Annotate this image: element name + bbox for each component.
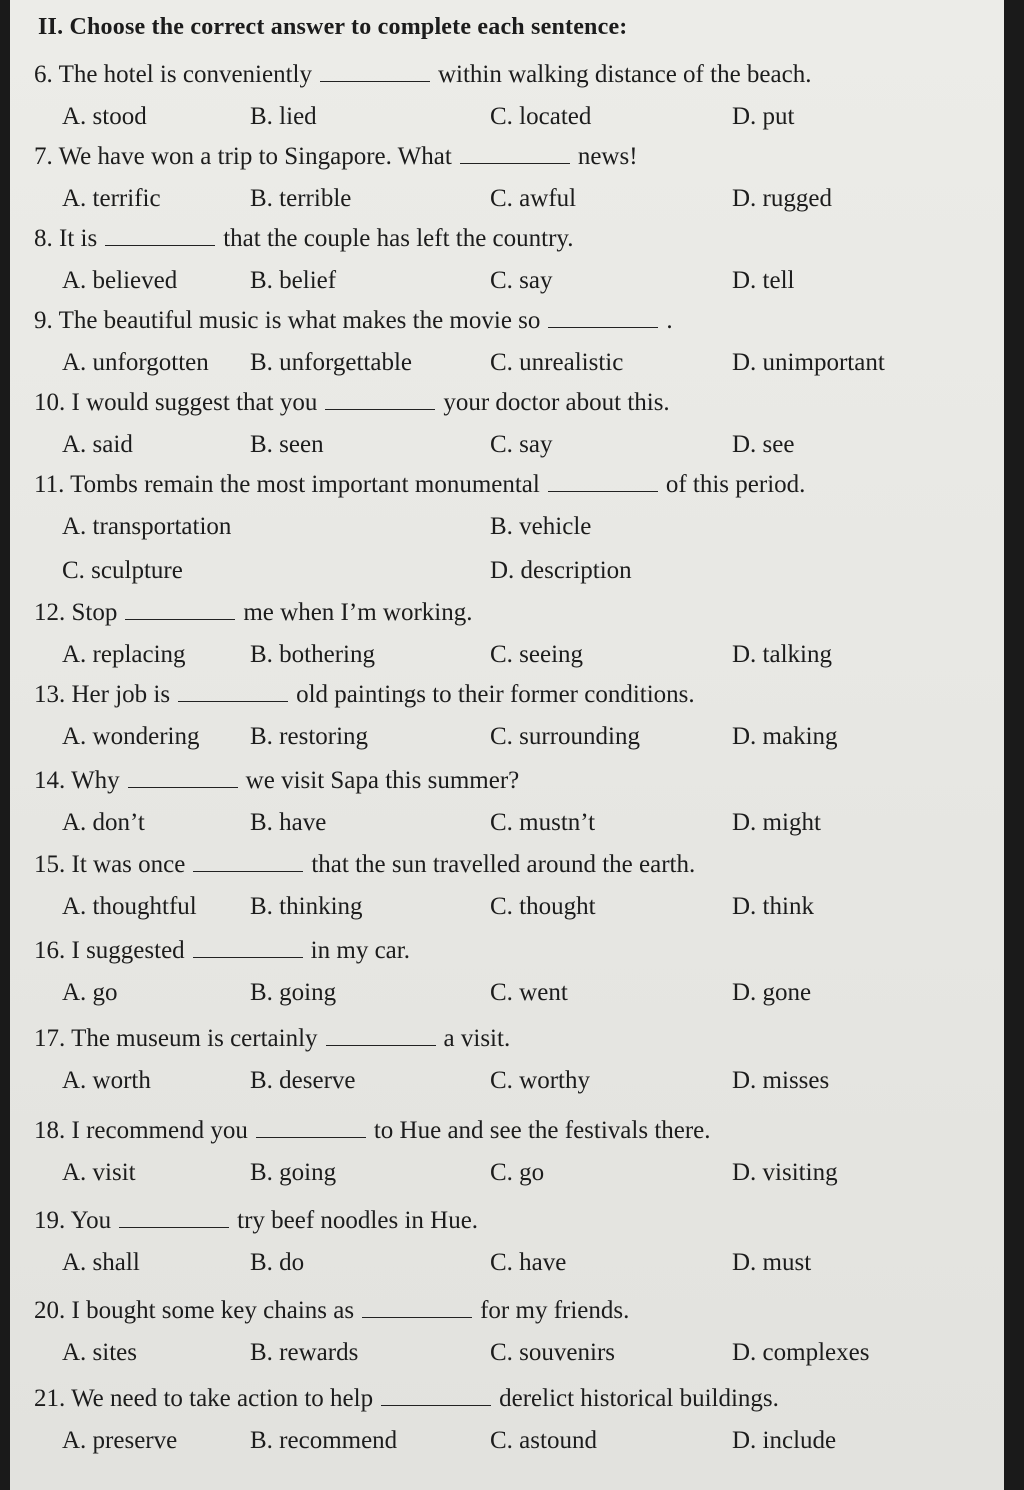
option-a[interactable]: A. visit — [62, 1159, 136, 1186]
question-number: 13. — [34, 681, 66, 708]
stem-text-before: The museum is certainly — [71, 1025, 318, 1052]
stem-text-before: I recommend you — [71, 1117, 248, 1144]
stem-text-before: I suggested — [71, 937, 185, 964]
question-21 — [10, 1384, 1004, 1470]
option-b[interactable]: B. deserve — [250, 1067, 356, 1094]
answer-blank[interactable] — [256, 1119, 366, 1138]
option-b[interactable]: B. thinking — [250, 893, 363, 920]
stem-text-before: The hotel is conveniently — [58, 61, 312, 88]
option-d[interactable]: D. think — [732, 893, 814, 920]
option-a[interactable]: A. don’t — [62, 809, 145, 836]
option-b[interactable]: B. unforgettable — [250, 349, 412, 376]
question-15 — [10, 850, 1004, 936]
option-c[interactable]: C. surrounding — [490, 723, 640, 750]
option-d[interactable]: D. see — [732, 431, 795, 458]
answer-blank[interactable] — [193, 939, 303, 958]
question-stem — [34, 388, 670, 418]
stem-text-after: to Hue and see the festivals there. — [373, 1117, 711, 1144]
option-d[interactable]: D. unimportant — [732, 349, 885, 376]
stem-text-after: a visit. — [443, 1025, 511, 1052]
option-b[interactable]: B. vehicle — [490, 513, 592, 540]
stem-text-after: in my car. — [310, 937, 410, 964]
question-number: 18. — [34, 1117, 66, 1144]
question-10 — [10, 388, 1004, 474]
question-stem — [34, 766, 519, 796]
option-d[interactable]: D. visiting — [732, 1159, 838, 1186]
answer-blank[interactable] — [548, 309, 658, 328]
question-number: 19. — [34, 1207, 66, 1234]
question-11 — [10, 470, 1004, 584]
stem-text-after: for my friends. — [480, 1297, 630, 1324]
stem-text-before: It was once — [71, 851, 186, 878]
option-d[interactable]: D. complexes — [732, 1339, 870, 1366]
question-6 — [10, 60, 1004, 146]
stem-text-after: we visit Sapa this summer? — [245, 767, 520, 794]
question-18 — [10, 1116, 1004, 1202]
option-d[interactable]: D. might — [732, 809, 821, 836]
answer-blank[interactable] — [125, 601, 235, 620]
answer-blank[interactable] — [128, 769, 238, 788]
option-d[interactable]: D. rugged — [732, 185, 832, 212]
question-stem — [34, 850, 695, 880]
option-b[interactable]: B. restoring — [250, 723, 369, 750]
option-a[interactable]: A. go — [62, 979, 118, 1006]
question-stem — [34, 142, 638, 172]
question-16 — [10, 936, 1004, 1022]
answer-blank[interactable] — [326, 1027, 436, 1046]
option-c[interactable]: C. say — [490, 267, 553, 294]
stem-text-after: me when I’m working. — [243, 599, 473, 626]
option-c[interactable]: C. souvenirs — [490, 1339, 615, 1366]
option-c[interactable]: C. seeing — [490, 641, 584, 668]
question-stem — [34, 1116, 711, 1146]
option-a[interactable]: A. unforgotten — [62, 349, 209, 376]
option-b[interactable]: B. terrible — [250, 185, 352, 212]
question-stem — [34, 1024, 510, 1054]
answer-blank[interactable] — [460, 145, 570, 164]
stem-text-before: I bought some key chains as — [71, 1297, 355, 1324]
question-number: 20. — [34, 1297, 66, 1324]
option-c[interactable]: C. have — [490, 1249, 567, 1276]
option-a[interactable]: A. shall — [62, 1249, 140, 1276]
option-b[interactable]: B. going — [250, 979, 337, 1006]
question-number: 9. — [34, 307, 53, 334]
option-a[interactable]: A. terrific — [62, 185, 161, 212]
stem-text-after: of this period. — [665, 471, 806, 498]
option-b[interactable]: B. have — [250, 809, 327, 836]
question-number: 10. — [34, 389, 66, 416]
stem-text-before: It is — [59, 225, 98, 252]
stem-text-after: that the couple has left the country. — [223, 225, 574, 252]
worksheet-page — [10, 0, 1004, 1490]
option-c[interactable]: C. located — [490, 103, 592, 130]
option-a[interactable]: A. preserve — [62, 1427, 178, 1454]
option-a[interactable]: A. said — [62, 431, 133, 458]
answer-blank[interactable] — [119, 1209, 229, 1228]
question-number: 7. — [34, 143, 53, 170]
question-13 — [10, 680, 1004, 766]
question-17 — [10, 1024, 1004, 1110]
option-d[interactable]: D. include — [732, 1427, 837, 1454]
option-b[interactable]: B. going — [250, 1159, 337, 1186]
question-8 — [10, 224, 1004, 310]
question-stem — [34, 60, 811, 90]
option-d[interactable]: D. talking — [732, 641, 832, 668]
question-12 — [10, 598, 1004, 684]
question-9 — [10, 306, 1004, 392]
option-c[interactable]: C. mustn’t — [490, 809, 596, 836]
option-d[interactable]: D. description — [490, 557, 632, 584]
question-stem — [34, 1384, 779, 1414]
answer-blank[interactable] — [193, 853, 303, 872]
option-c[interactable]: C. awful — [490, 185, 577, 212]
stem-text-after: that the sun travelled around the earth. — [311, 851, 696, 878]
question-number: 17. — [34, 1025, 66, 1052]
option-c[interactable]: C. worthy — [490, 1067, 590, 1094]
option-d[interactable]: D. put — [732, 103, 795, 130]
option-a[interactable]: A. sites — [62, 1339, 137, 1366]
question-number: 16. — [34, 937, 66, 964]
option-c[interactable]: C. unrealistic — [490, 349, 624, 376]
answer-blank[interactable] — [381, 1387, 491, 1406]
stem-text-after: derelict historical buildings. — [499, 1385, 779, 1412]
stem-text-before: Tombs remain the most important monumental — [70, 471, 540, 498]
stem-text-after: . — [666, 307, 673, 334]
question-20 — [10, 1296, 1004, 1382]
question-number: 6. — [34, 61, 53, 88]
question-number: 14. — [34, 767, 66, 794]
option-d[interactable]: D. tell — [732, 267, 795, 294]
stem-text-after: within walking distance of the beach. — [437, 61, 812, 88]
option-c[interactable]: C. thought — [490, 893, 596, 920]
question-stem — [34, 470, 805, 500]
question-number: 8. — [34, 225, 53, 252]
stem-text-before: You — [70, 1207, 112, 1234]
option-a[interactable]: A. stood — [62, 103, 147, 130]
option-b[interactable]: B. recommend — [250, 1427, 398, 1454]
stem-text-after: news! — [577, 143, 638, 170]
stem-text-before: The beautiful music is what makes the movie so — [58, 307, 541, 334]
option-a[interactable]: A. believed — [62, 267, 178, 294]
option-a[interactable]: A. wondering — [62, 723, 200, 750]
question-number: 15. — [34, 851, 66, 878]
question-stem — [34, 306, 673, 336]
stem-text-after: old paintings to their former conditions. — [296, 681, 695, 708]
option-b[interactable]: B. seen — [250, 431, 324, 458]
option-b[interactable]: B. rewards — [250, 1339, 359, 1366]
option-c[interactable]: C. say — [490, 431, 553, 458]
answer-blank[interactable] — [325, 391, 435, 410]
option-d[interactable]: D. must — [732, 1249, 812, 1276]
option-c[interactable]: C. went — [490, 979, 568, 1006]
option-a[interactable]: A. worth — [62, 1067, 151, 1094]
stem-text-after: your doctor about this. — [443, 389, 670, 416]
stem-text-before: I would suggest that you — [71, 389, 318, 416]
question-number: 12. — [34, 599, 66, 626]
question-7 — [10, 142, 1004, 228]
option-c[interactable]: C. sculpture — [62, 557, 183, 584]
question-stem — [34, 1206, 478, 1236]
answer-blank[interactable] — [105, 227, 215, 246]
option-c[interactable]: C. astound — [490, 1427, 597, 1454]
answer-blank[interactable] — [178, 683, 288, 702]
question-number: 21. — [34, 1385, 66, 1412]
answer-blank[interactable] — [362, 1299, 472, 1318]
question-19 — [10, 1206, 1004, 1292]
question-stem — [34, 1296, 629, 1326]
question-number: 11. — [34, 471, 65, 498]
option-a[interactable]: A. transportation — [62, 513, 232, 540]
option-b[interactable]: B. belief — [250, 267, 337, 294]
stem-text-before: We have won a trip to Singapore. What — [58, 143, 452, 170]
option-a[interactable]: A. thoughtful — [62, 893, 197, 920]
stem-text-before: Why — [71, 767, 120, 794]
option-d[interactable]: D. misses — [732, 1067, 830, 1094]
stem-text-after: try beef noodles in Hue. — [237, 1207, 479, 1234]
question-stem — [34, 936, 410, 966]
stem-text-before: Her job is — [71, 681, 171, 708]
question-stem — [34, 224, 574, 254]
option-d[interactable]: D. gone — [732, 979, 812, 1006]
option-b[interactable]: B. do — [250, 1249, 305, 1276]
option-b[interactable]: B. lied — [250, 103, 317, 130]
option-b[interactable]: B. bothering — [250, 641, 375, 668]
question-stem — [34, 598, 472, 628]
stem-text-before: We need to take action to help — [71, 1385, 374, 1412]
option-a[interactable]: A. replacing — [62, 641, 186, 668]
option-d[interactable]: D. making — [732, 723, 838, 750]
answer-blank[interactable] — [548, 473, 658, 492]
answer-blank[interactable] — [320, 63, 430, 82]
question-14 — [10, 766, 1004, 852]
section-heading: II. Choose the correct answer to complete each sentence: — [38, 14, 628, 40]
stem-text-before: Stop — [71, 599, 118, 626]
question-stem — [34, 680, 695, 710]
option-c[interactable]: C. go — [490, 1159, 545, 1186]
